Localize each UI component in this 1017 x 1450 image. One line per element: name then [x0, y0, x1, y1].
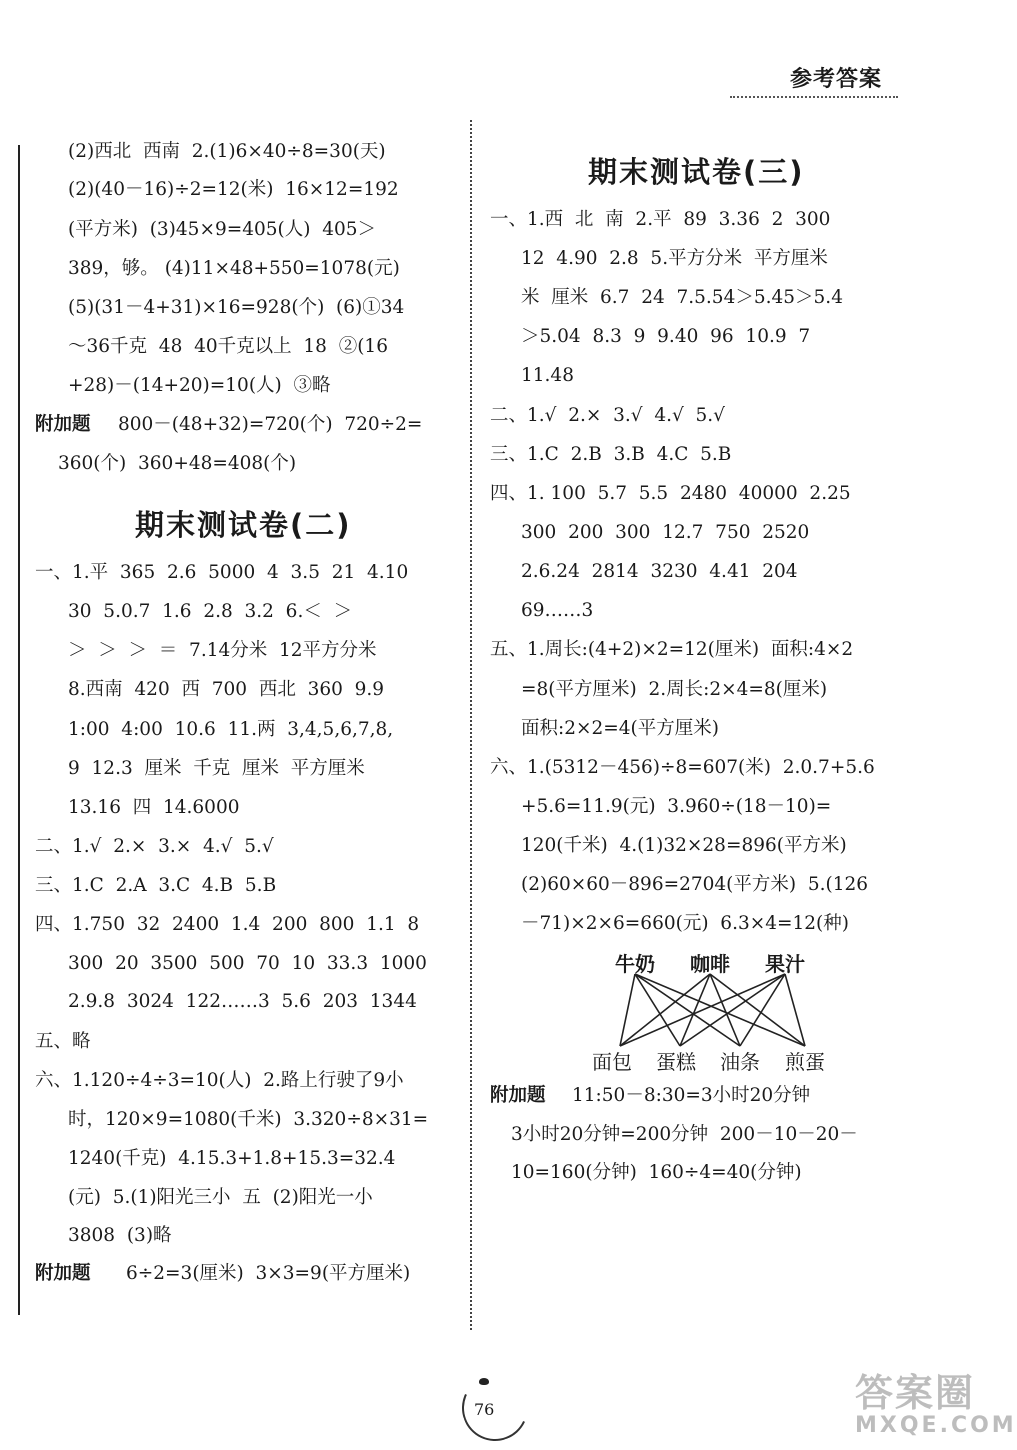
- answer-line: 389，够。 (4)11×48+550=1078(元): [68, 258, 400, 279]
- food-label: 蛋糕: [656, 1050, 696, 1074]
- link-line: [785, 974, 805, 1046]
- answer-line: 五、1.周长:(4+2)×2=12(厘米) 面积:4×2: [490, 639, 854, 660]
- answer-line: 四、1.750 32 2400 1.4 200 800 1.1 8: [35, 914, 420, 935]
- answer-line: ～36千克 48 40千克以上 18 ②(16: [68, 336, 388, 357]
- answer-line: (2)西北 西南 2.(1)6×40÷8=30(天): [68, 141, 386, 162]
- link-line: [620, 974, 785, 1046]
- answer-line: 69……3: [521, 600, 594, 621]
- answer-line: 三、1.C 2.B 3.B 4.C 5.B: [490, 444, 732, 465]
- answer-line: (2)60×60－896=2704(平方米) 5.(126: [521, 874, 869, 895]
- answer-line: 一、1.西 北 南 2.平 89 3.36 2 300: [490, 209, 831, 230]
- header-label: 参考答案: [790, 67, 883, 92]
- drink-label: 牛奶: [615, 952, 655, 976]
- bonus-answer-line: 6÷2=3(厘米) 3×3=9(平方厘米): [126, 1263, 411, 1284]
- watermark-url: MXQE.COM: [855, 1413, 1017, 1438]
- answer-line: +28)－(14+20)=10(人) ③略: [68, 375, 331, 396]
- answer-line: 米 厘米 6.7 24 7.5.54＞5.45＞5.4: [521, 287, 843, 308]
- answer-line: +5.6=11.9(元) 3.960÷(18－10)=: [521, 796, 832, 817]
- answer-line: 30 5.0.7 1.6 2.8 3.2 6.＜ ＞: [68, 601, 353, 622]
- answer-line: 二、1.√ 2.× 3.√ 4.√ 5.√: [490, 405, 725, 426]
- answer-line: 六、1.120÷4÷3=10(人) 2.路上行驶了9小: [35, 1070, 404, 1091]
- combination-diagram: [580, 948, 860, 1073]
- answer-line: 六、1.(5312－456)÷8=607(米) 2.0.7+5.6: [490, 757, 875, 778]
- bonus-answer-line: 800－(48+32)=720(个) 720÷2=: [118, 414, 423, 435]
- answer-line: 2.6.24 2814 3230 4.41 204: [521, 561, 798, 582]
- answer-line: 300 200 300 12.7 750 2520: [521, 522, 810, 543]
- answer-line: 二、1.√ 2.× 3.× 4.√ 5.√: [35, 836, 274, 857]
- bonus-answer-line: 10=160(分钟) 160÷4=40(分钟): [511, 1162, 802, 1183]
- answer-line: 11.48: [521, 365, 574, 386]
- food-label: 煎蛋: [785, 1050, 825, 1074]
- answer-line: 300 20 3500 500 70 10 33.3 1000: [68, 953, 427, 974]
- answer-line: 2.9.8 3024 122……3 5.6 203 1344: [68, 991, 417, 1012]
- bonus-answer-line: 11:50－8:30=3小时20分钟: [572, 1085, 811, 1106]
- page-number: 76: [474, 1400, 495, 1419]
- answer-line: ＞ ＞ ＞ ＝ 7.14分米 12平方分米: [68, 640, 377, 661]
- link-line: [635, 974, 680, 1046]
- answer-line: 三、1.C 2.A 3.C 4.B 5.B: [35, 875, 277, 896]
- answer-line: 面积:2×2=4(平方厘米): [521, 718, 719, 739]
- answer-line: (平方米) (3)45×9=405(人) 405＞: [68, 219, 377, 240]
- food-label: 面包: [592, 1050, 632, 1074]
- answer-line: (5)(31－4+31)×16=928(个) (6)①34: [68, 297, 405, 318]
- answer-line: 一、1.平 365 2.6 5000 4 3.5 21 4.10: [35, 562, 409, 583]
- drink-label: 咖啡: [690, 952, 730, 976]
- watermark-title: 答案圈: [855, 1371, 976, 1415]
- answer-line: 12 4.90 2.8 5.平方分米 平方厘米: [521, 248, 828, 269]
- section-title-test-2: 期末测试卷(二): [135, 508, 352, 542]
- answer-line: 五、略: [35, 1031, 91, 1052]
- bonus-answer-line: 3小时20分钟=200分钟 200－10－20－: [511, 1124, 858, 1145]
- answer-line: 时，120×9=1080(千米) 3.320÷8×31=: [68, 1109, 429, 1130]
- bonus-question-label: 附加题: [35, 414, 91, 435]
- answer-line: ＞5.04 8.3 9 9.40 96 10.9 7: [521, 326, 811, 347]
- answer-line: －71)×2×6=660(元) 6.3×4=12(种): [521, 913, 849, 934]
- answer-line: 8.西南 420 西 700 西北 360 9.9: [68, 679, 385, 700]
- watermark-logo: [855, 1362, 1017, 1446]
- header-rule: [730, 96, 898, 98]
- answer-line: 1240(千克) 4.15.3+1.8+15.3=32.4: [68, 1148, 396, 1169]
- answer-line: (元) 5.(1)阳光三小 五 (2)阳光一小: [68, 1187, 373, 1208]
- section-title-test-3: 期末测试卷(三): [588, 155, 805, 189]
- link-line: [635, 974, 805, 1046]
- binding-edge-line: [18, 145, 20, 1315]
- answer-line: 13.16 四 14.6000: [68, 797, 240, 818]
- answer-line: 9 12.3 厘米 千克 厘米 平方厘米: [68, 758, 365, 779]
- drink-label: 果汁: [765, 952, 805, 976]
- answer-line: =8(平方厘米) 2.周长:2×4=8(厘米): [521, 679, 828, 700]
- answer-line: 3808 (3)略: [68, 1225, 172, 1246]
- column-divider: [470, 120, 472, 1330]
- bonus-answer-line: 360(个) 360+48=408(个): [58, 453, 297, 474]
- leaf-icon: [479, 1378, 489, 1385]
- page-number-arc: [453, 1366, 538, 1450]
- bonus-question-label: 附加题: [35, 1263, 91, 1284]
- food-label: 油条: [720, 1050, 760, 1074]
- answer-line: 四、1. 100 5.7 5.5 2480 40000 2.25: [490, 483, 851, 504]
- answer-line: 120(千米) 4.(1)32×28=896(平方米): [521, 835, 847, 856]
- bonus-question-label: 附加题: [490, 1085, 546, 1106]
- answer-line: (2)(40－16)÷2=12(米) 16×12=192: [68, 179, 399, 200]
- answer-line: 1:00 4:00 10.6 11.两 3,4,5,6,7,8,: [68, 719, 394, 740]
